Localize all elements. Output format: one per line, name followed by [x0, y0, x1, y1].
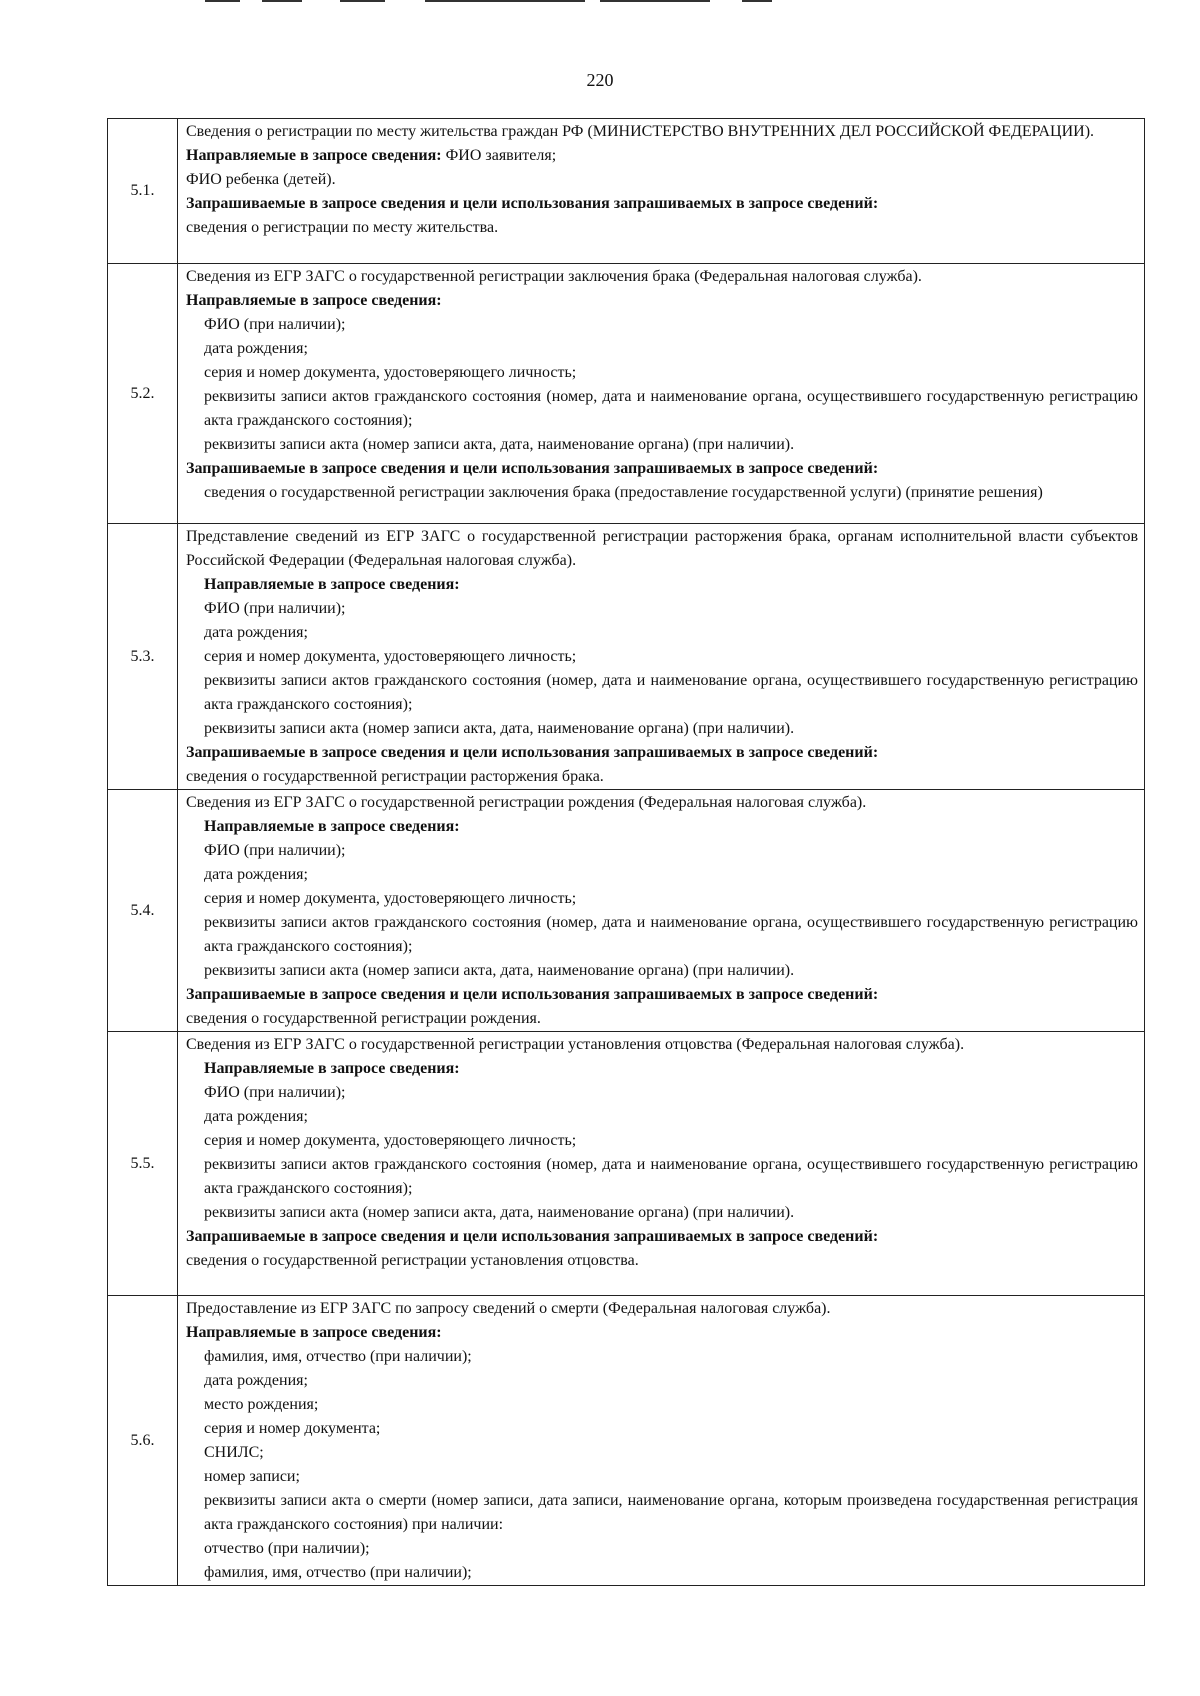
sent-item: реквизиты записи акта о смерти (номер записи, дата записи, наименование органа, которым произведена государственная регистрация акта гражданского состояния) при наличии: [204, 1492, 1138, 1533]
requested-text: сведения о государственной регистрации заключения брака (предоставление государственной услуги) (принятие решения) [204, 484, 1043, 501]
table-row [108, 264, 1145, 524]
sent-item: дата рождения; [204, 340, 308, 357]
row-number: 5.1. [108, 119, 178, 264]
scan-edge-marks [0, 0, 1200, 6]
sent-item: дата рождения; [204, 1372, 308, 1389]
sent-item: номер записи; [204, 1468, 300, 1485]
sent-item: серия и номер документа, удостоверяющего личность; [204, 890, 577, 907]
table-row [108, 1032, 1145, 1296]
table-row [108, 1296, 1145, 1586]
row-title: Представление сведений из ЕГР ЗАГС о государственной регистрации расторжения брака, органам исполнительной власти субъектов Российской Федерации (Федеральная налоговая служба). [186, 528, 1138, 569]
sent-item: серия и номер документа; [204, 1420, 381, 1437]
requested-text: сведения о государственной регистрации рождения. [186, 1010, 541, 1027]
row-content [178, 1296, 1145, 1586]
row-title: Предоставление из ЕГР ЗАГС по запросу сведений о смерти (Федеральная налоговая служба). [186, 1300, 831, 1317]
row-number: 5.3. [108, 524, 178, 790]
row-number: 5.5. [108, 1032, 178, 1296]
row-number: 5.6. [108, 1296, 178, 1586]
table-row [108, 119, 1145, 264]
requested-label: Запрашиваемые в запросе сведения и цели использования запрашиваемых в запросе сведений: [186, 460, 879, 477]
sent-item: реквизиты записи акта (номер записи акта, дата, наименование органа) (при наличии). [204, 720, 795, 737]
sent-item: дата рождения; [204, 866, 308, 883]
services-table [107, 118, 1145, 1586]
row-title: Сведения из ЕГР ЗАГС о государственной регистрации установления отцовства (Федеральная налоговая служба). [186, 1036, 965, 1053]
sent-item: реквизиты записи акта (номер записи акта, дата, наименование органа) (при наличии). [204, 436, 795, 453]
row-number: 5.4. [108, 790, 178, 1032]
row-number: 5.2. [108, 264, 178, 524]
row-content [178, 790, 1145, 1032]
sent-item: место рождения; [204, 1396, 319, 1413]
sent-item: реквизиты записи актов гражданского состояния (номер, дата и наименование органа, осуществившего государственную регистрацию акта гражданского состояния); [204, 672, 1138, 713]
sent-inline: ФИО заявителя; [445, 147, 557, 164]
requested-label: Запрашиваемые в запросе сведения и цели использования запрашиваемых в запросе сведений: [186, 195, 879, 212]
sent-item: СНИЛС; [204, 1444, 264, 1461]
sent-label: Направляемые в запросе сведения: [204, 576, 460, 593]
sent-label: Направляемые в запросе сведения: [186, 147, 442, 164]
row-title: Сведения из ЕГР ЗАГС о государственной регистрации рождения (Федеральная налоговая служба). [186, 794, 867, 811]
sent-item: серия и номер документа, удостоверяющего личность; [204, 364, 577, 381]
sent-label: Направляемые в запросе сведения: [204, 1060, 460, 1077]
sent-label: Направляемые в запросе сведения: [204, 818, 460, 835]
table-row [108, 790, 1145, 1032]
sent-item: дата рождения; [204, 624, 308, 641]
requested-label: Запрашиваемые в запросе сведения и цели использования запрашиваемых в запросе сведений: [186, 986, 879, 1003]
sent-item: серия и номер документа, удостоверяющего личность; [204, 648, 577, 665]
sent-item: ФИО (при наличии); [204, 316, 346, 333]
requested-text: сведения о государственной регистрации расторжения брака. [186, 768, 604, 785]
sent-label: Направляемые в запросе сведения: [186, 1324, 442, 1341]
sent-item: реквизиты записи акта (номер записи акта, дата, наименование органа) (при наличии). [204, 962, 795, 979]
sent-item: ФИО ребенка (детей). [186, 171, 336, 188]
requested-label: Запрашиваемые в запросе сведения и цели использования запрашиваемых в запросе сведений: [186, 744, 879, 761]
sent-line [186, 144, 1138, 168]
sent-item: фамилия, имя, отчество (при наличии); [204, 1564, 472, 1581]
sent-item: дата рождения; [204, 1108, 308, 1125]
row-title: Сведения из ЕГР ЗАГС о государственной регистрации заключения брака (Федеральная налоговая служба). [186, 268, 922, 285]
requested-label: Запрашиваемые в запросе сведения и цели использования запрашиваемых в запросе сведений: [186, 1228, 879, 1245]
page-number: 220 [586, 70, 614, 90]
sent-item: реквизиты записи актов гражданского состояния (номер, дата и наименование органа, осуществившего государственную регистрацию акта гражданского состояния); [204, 388, 1138, 429]
sent-label: Направляемые в запросе сведения: [186, 292, 442, 309]
table-row [108, 524, 1145, 790]
requested-text: сведения о регистрации по месту жительства. [186, 219, 499, 236]
row-title: Сведения о регистрации по месту жительства граждан РФ (МИНИСТЕРСТВО ВНУТРЕННИХ ДЕЛ РОССИЙСКОЙ ФЕДЕРАЦИИ). [186, 123, 1095, 140]
sent-item: ФИО (при наличии); [204, 1084, 346, 1101]
sent-item: реквизиты записи актов гражданского состояния (номер, дата и наименование органа, осуществившего государственную регистрацию акта гражданского состояния); [204, 1156, 1138, 1197]
row-content [178, 264, 1145, 524]
sent-item: реквизиты записи акта (номер записи акта, дата, наименование органа) (при наличии). [204, 1204, 795, 1221]
sent-item: отчество (при наличии); [204, 1540, 370, 1557]
row-content [178, 1032, 1145, 1296]
sent-item: ФИО (при наличии); [204, 600, 346, 617]
row-content [178, 524, 1145, 790]
sent-item: реквизиты записи актов гражданского состояния (номер, дата и наименование органа, осуществившего государственную регистрацию акта гражданского состояния); [204, 914, 1138, 955]
sent-item: серия и номер документа, удостоверяющего личность; [204, 1132, 577, 1149]
sent-item: ФИО (при наличии); [204, 842, 346, 859]
requested-text: сведения о государственной регистрации установления отцовства. [186, 1252, 639, 1269]
sent-item: фамилия, имя, отчество (при наличии); [204, 1348, 472, 1365]
row-content [178, 119, 1145, 264]
